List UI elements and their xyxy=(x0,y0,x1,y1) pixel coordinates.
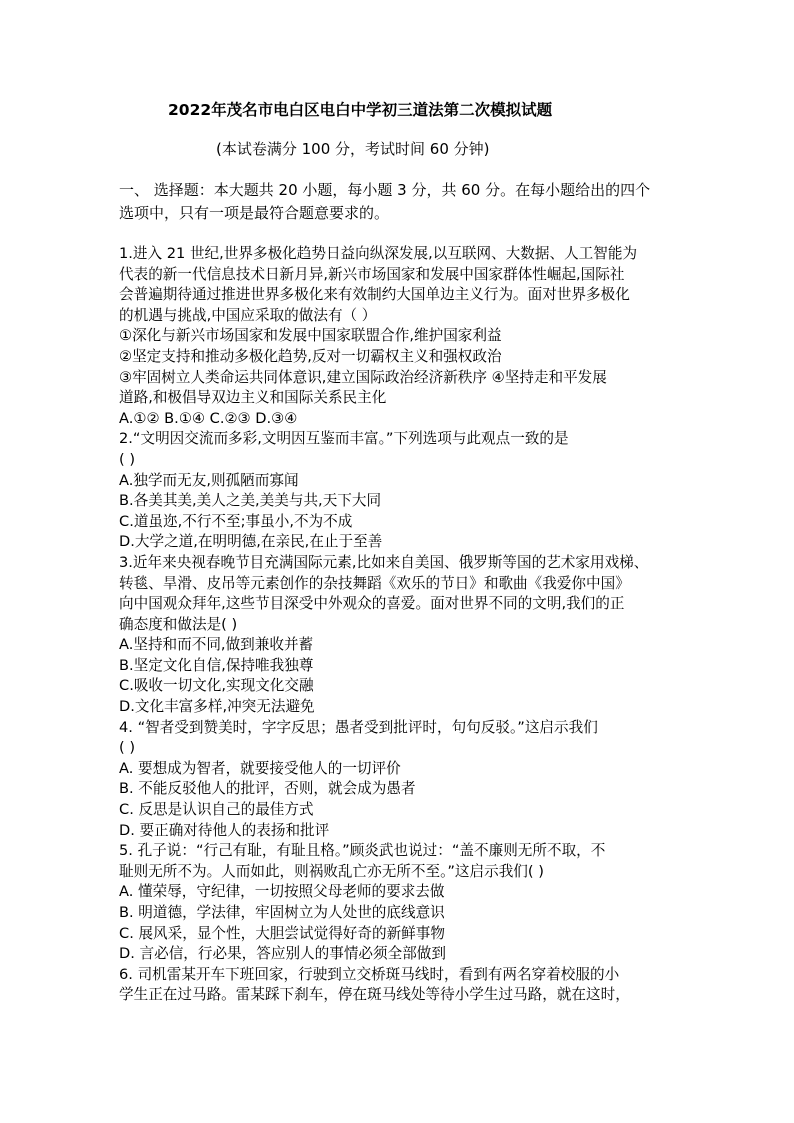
option-line: B.各美其美,美人之美,美美与共,天下大同 xyxy=(119,492,382,510)
option-line: A.坚持和而不同,做到兼收并蓄 xyxy=(119,636,314,654)
option-line: C. 反思是认识自己的最佳方式 xyxy=(119,801,314,819)
question-line: 学生正在过马路。雷某踩下刹车，停在斑马线处等待小学生过马路，就在这时， xyxy=(119,986,630,1004)
option-line: 道路,和极倡导双边主义和国际关系民主化 xyxy=(119,389,387,407)
option-line: A. 要想成为智者，就要接受他人的一切评价 xyxy=(119,759,401,777)
exam-subtitle: (本试卷满分 100 分，考试时间 60 分钟) xyxy=(216,140,490,158)
question-line: 耻则无所不为。人而如此，则祸败乱亡亦无所不至。”这启示我们( ) xyxy=(119,862,544,880)
question-line: 确态度和做法是( ) xyxy=(119,615,238,633)
option-line: D.大学之道,在明明德,在亲民,在止于至善 xyxy=(119,533,383,551)
question-line: 6. 司机雷某开车下班回家，行驶到立交桥斑马线时，看到有两名穿着校服的小 xyxy=(119,965,620,983)
option-line: A. 懂荣辱，守纪律，一切按照父母老师的要求去做 xyxy=(119,883,445,901)
question-line: 3.近年来央视春晚节目充满国际元素,比如来自美国、俄罗斯等国的艺术家用戏梯、 xyxy=(119,553,649,571)
option-line: A.独学而无友,则孤陋而寡闻 xyxy=(119,471,299,489)
option-line: C.道虽迩,不行不至;事虽小,不为不成 xyxy=(119,512,353,530)
option-line: B. 明道德，学法律，牢固树立为人处世的底线意识 xyxy=(119,904,445,921)
instruction-line: 一、 选择题：本大题共 20 小题，每小题 3 分，共 60 分。在每小题给出的四个 xyxy=(119,181,651,199)
question-line: 5. 孔子说：“行己有耻，有耻且格。”顾炎武也说过：“盖不廉则无所不取，不 xyxy=(119,842,606,860)
question-line: ( ) xyxy=(119,450,136,468)
option-line: ①深化与新兴市场国家和发展中国家联盟合作,维护国家利益 xyxy=(119,327,502,345)
option-line: ③牢固树立人类命运共同体意识,建立国际政治经济新秩序 ④坚持走和平发展 xyxy=(119,368,607,386)
option-line: B.坚定文化自信,保持唯我独尊 xyxy=(119,656,314,674)
answer-choices: A.①② B.①④ C.②③ D.③④ xyxy=(119,409,298,427)
option-line: D. 言必信，行必果，答应别人的事情必须全部做到 xyxy=(119,945,446,963)
section-instructions xyxy=(119,179,689,225)
option-line: B. 不能反驳他人的批评，否则，就会成为愚者 xyxy=(119,780,416,798)
question-line: 向中国观众拜年,这些节目深受中外观众的喜爱。面对世界不同的文明,我们的正 xyxy=(119,595,625,613)
instruction-line: 选项中，只有一项是最符合题意要求的。 xyxy=(119,204,390,222)
question-line: 会普遍期待通过推进世界多极化来有效制约大国单边主义行为。面对世界多极化 xyxy=(119,286,630,304)
question-line: 代表的新一代信息技术日新月异,新兴市场国家和发展中国家群体性崛起,国际社 xyxy=(119,265,625,283)
question-line: ( ) xyxy=(119,739,136,757)
option-line: C. 展风采，显个性，大胆尝试觉得好奇的新鲜事物 xyxy=(119,924,445,942)
exam-title: 2022年茂名市电白区电白中学初三道法第二次模拟试题 xyxy=(168,101,553,119)
option-line: D. 要正确对待他人的表扬和批评 xyxy=(119,821,330,839)
question-line: 2.“文明因交流而多彩,文明因互鉴而丰富。”下列选项与此观点一致的是 xyxy=(119,430,569,448)
option-line: C.吸收一切文化,实现文化交融 xyxy=(119,677,314,695)
question-line: 4. “智者受到赞美时，字字反思；愚者受到批评时，句句反驳。”这启示我们 xyxy=(119,718,598,736)
option-line: D.文化丰富多样,冲突无法避免 xyxy=(119,698,315,716)
question-line: 的机遇与挑战,中国应采取的做法有（ ） xyxy=(119,306,377,324)
option-line: ②坚定支持和推动多极化趋势,反对一切霸权主义和强权政治 xyxy=(119,347,502,365)
question-list xyxy=(119,244,689,1006)
question-line: 1.进入 21 世纪,世界多极化趋势日益向纵深发展,以互联网、大数据、人工智能为 xyxy=(119,245,638,262)
question-line: 转毯、旱滑、皮吊等元素创作的杂技舞蹈《欢乐的节日》和歌曲《我爱你中国》 xyxy=(119,574,630,592)
